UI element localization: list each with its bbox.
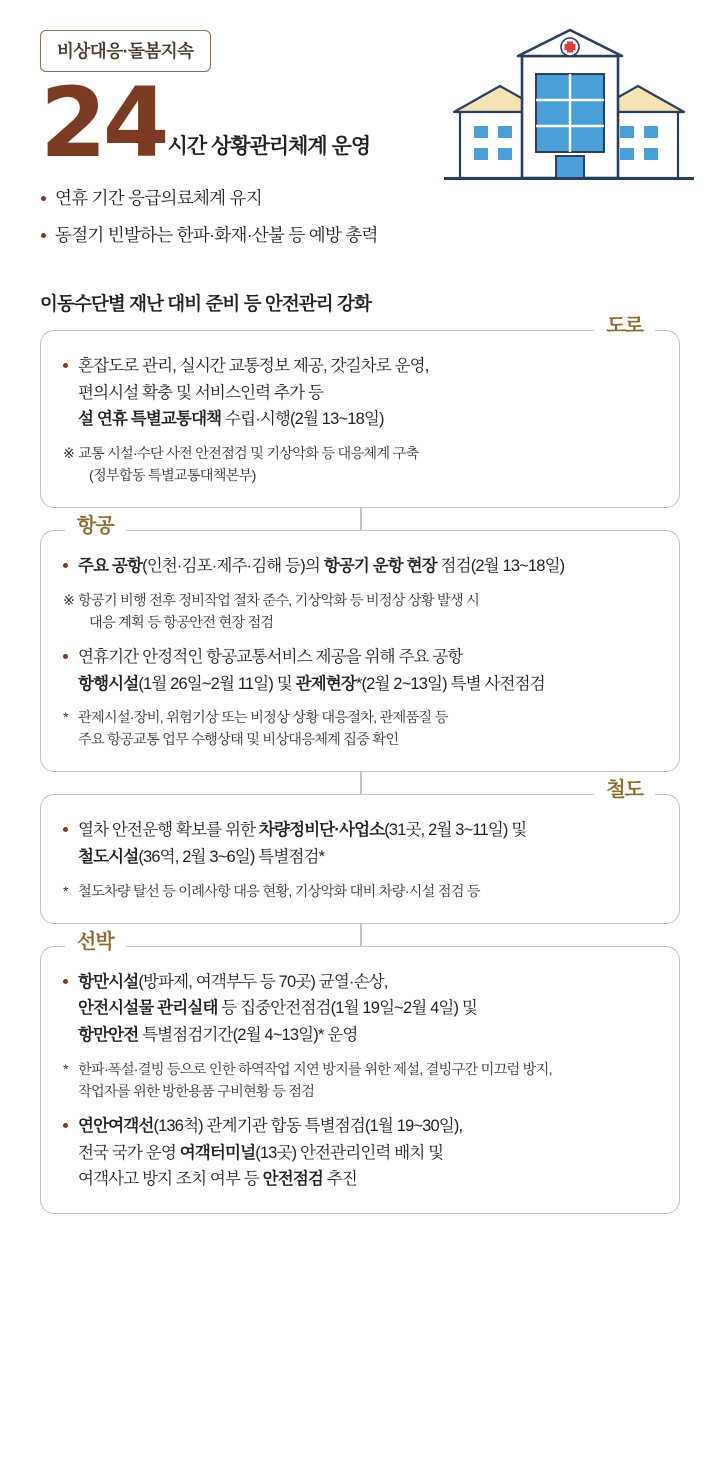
card-rail xyxy=(40,779,680,923)
air-note-1 xyxy=(63,590,657,634)
air-note-2 xyxy=(63,707,657,751)
road-item-1-line-3 xyxy=(78,406,657,433)
ship-item-1-bold-2: 안전시설물 관리실태 xyxy=(78,999,218,1018)
rail-item-1-line-2 xyxy=(78,844,657,871)
ship-item-1-line-1 xyxy=(78,969,657,996)
rail-note-line-1: 철도차량 탈선 등 이례사항 대응 현황, 기상악화 대비 차량·시설 점검 등 xyxy=(78,883,480,900)
header-big-number-suffix: 시간 상황관리체계 운영 xyxy=(167,135,371,159)
rail-item-1-text: 열차 안전운행 확보를 위한 xyxy=(78,821,259,840)
air-item-2-sup: * xyxy=(355,674,362,693)
road-item-1 xyxy=(63,353,657,433)
ship-item-1-bold-3: 항만안전 xyxy=(78,1026,139,1045)
air-note-2-mark: * xyxy=(63,710,68,727)
ship-item-2-bold-2: 여객터미널 xyxy=(179,1143,256,1162)
ship-item-1-rest-3: 특별점검기간(2월 4~13일)* 운영 xyxy=(138,1026,358,1045)
ship-item-1-rest-1: (방파제, 여객부두 등 70곳) 균열·손상, xyxy=(138,972,388,991)
ship-item-2-rest-2: (13곳) 안전관리인력 배치 및 xyxy=(255,1143,444,1162)
card-wrap-ship xyxy=(40,930,680,1214)
ship-note-mark: * xyxy=(63,1061,68,1078)
air-item-1 xyxy=(63,553,657,580)
ship-item-1-line-2 xyxy=(78,995,657,1022)
ship-item-2 xyxy=(63,1113,657,1193)
rail-note xyxy=(63,881,657,903)
air-item-1-mid: (인천·김포·제주·김해 등)의 xyxy=(142,557,324,576)
header-bullet-list xyxy=(40,187,680,247)
road-note-mark: ※ xyxy=(63,446,75,463)
header-big-number: 24 xyxy=(40,67,166,179)
air-item-2 xyxy=(63,644,657,697)
card-road xyxy=(40,315,680,508)
connector-road-to-air xyxy=(360,508,362,530)
connector-air-to-rail xyxy=(360,772,362,794)
air-item-2-line-2 xyxy=(78,671,657,698)
ship-item-2-text-3: 여객사고 방지 조치 여부 등 xyxy=(78,1170,263,1189)
rail-item-1-line-1 xyxy=(78,817,657,844)
road-item-1-bold: 설 연휴 특별교통대책 xyxy=(78,410,222,429)
rail-item-1-rest-2: (36역, 2월 3~6일) 특별점검* xyxy=(138,848,325,867)
card-label-road: 도로 xyxy=(594,316,655,336)
road-note-line-2: (정부합동 특별교통대책본부) xyxy=(89,468,256,485)
ship-item-2-line-1 xyxy=(78,1113,657,1140)
air-note-1-mark: ※ xyxy=(63,592,75,609)
header xyxy=(0,0,720,290)
air-item-2-line-1: 연휴기간 안정적인 항공교통서비스 제공을 위해 주요 공항 xyxy=(78,647,463,666)
card-label-rail: 철도 xyxy=(594,780,655,800)
road-item-1-rest: 수립·시행(2월 13~18일) xyxy=(221,410,384,429)
cards-container xyxy=(0,315,720,1214)
connector-rail-to-ship xyxy=(360,924,362,946)
air-note-1-line-2: 대응 계획 등 항공안전 현장 점검 xyxy=(89,614,274,631)
ship-item-2-text-2: 전국 국가 운영 xyxy=(78,1143,180,1162)
road-item-1-line-1: 혼잡도로 관리, 실시간 교통정보 제공, 갓길차로 운영, xyxy=(78,357,429,375)
card-label-ship: 선박 xyxy=(65,932,126,952)
air-note-2-line-1: 관제시설·장비, 위험기상 또는 비정상 상황 대응절차, 관제품질 등 xyxy=(78,710,448,727)
ship-item-1 xyxy=(63,969,657,1049)
ship-item-2-rest-3: 추진 xyxy=(323,1170,357,1189)
road-note-line-1: 교통 시설·수단 사전 안전점검 및 기상악화 등 대응체계 구축 xyxy=(78,446,419,463)
card-wrap-rail xyxy=(40,779,680,923)
card-wrap-air xyxy=(40,515,680,772)
air-note-1-line-1: 항공기 비행 전후 정비작업 절차 준수, 기상악화 등 비정상 상황 발생 시 xyxy=(78,592,480,609)
rail-note-mark: * xyxy=(63,883,68,900)
ship-item-2-bold-3: 안전점검 xyxy=(262,1170,324,1189)
air-note-2-line-2: 주요 항공교통 업무 수행상태 및 비상대응체계 집중 확인 xyxy=(78,732,399,749)
ship-note-line-2: 작업자를 위한 방한용품 구비현황 등 점검 xyxy=(78,1083,315,1100)
section-title: 이동수단별 재난 대비 준비 등 안전관리 강화 xyxy=(40,293,371,314)
rail-item-1-bold-1: 철도시설 xyxy=(78,848,139,867)
air-item-2-rest: (2월 2~13일) 특별 사전점검 xyxy=(361,674,545,693)
card-label-air: 항공 xyxy=(65,516,126,536)
ship-item-2-bold-1: 연안여객선 xyxy=(78,1116,154,1135)
air-item-1-rest: 점검(2월 13~18일) xyxy=(436,557,565,576)
card-wrap-road xyxy=(40,315,680,508)
ship-item-2-rest-1: (136척) 관계기관 합동 특별점검(1월 19~30일), xyxy=(153,1116,463,1135)
card-air xyxy=(40,515,680,772)
header-bullet-2: 동절기 빈발하는 한파·화재·산불 등 예방 총력 xyxy=(40,224,680,248)
ship-item-1-line-3 xyxy=(78,1022,657,1049)
air-item-1-bold-1: 주요 공항 xyxy=(78,557,143,576)
rail-item-1-bold-2: 차량정비단·사업소 xyxy=(258,821,385,840)
ship-note-line-1: 한파·폭설·결빙 등으로 인한 하역작업 지연 방지를 위한 제설, 결빙구간 미끄럼 방지, xyxy=(78,1061,552,1078)
air-item-2-mid: (1월 26일~2월 11일) 및 xyxy=(138,674,296,693)
air-item-2-bold-1: 항행시설 xyxy=(78,674,139,693)
hospital-building-icon xyxy=(444,20,694,195)
air-item-1-bold-2: 항공기 운항 현장 xyxy=(323,557,437,576)
ship-note xyxy=(63,1059,657,1103)
header-bullet-1: 연휴 기간 응급의료체계 유지 xyxy=(40,187,680,211)
rail-item-1-rest: (31곳, 2월 3~11일) 및 xyxy=(384,821,527,840)
air-item-2-bold-2: 관제현장 xyxy=(295,674,356,693)
card-ship xyxy=(40,930,680,1214)
ship-item-2-line-3 xyxy=(78,1166,657,1193)
road-note xyxy=(63,443,657,487)
rail-item-1 xyxy=(63,817,657,870)
ship-item-1-rest-2: 등 집중안전점검(1월 19일~2월 4일) 및 xyxy=(217,999,477,1018)
ship-item-2-line-2 xyxy=(78,1140,657,1167)
header-badge: 비상대응·돌봄지속 xyxy=(40,30,211,72)
ship-item-1-bold-1: 항만시설 xyxy=(78,972,139,991)
road-item-1-line-2: 편의시설 확충 및 서비스인력 추가 등 xyxy=(78,383,324,402)
